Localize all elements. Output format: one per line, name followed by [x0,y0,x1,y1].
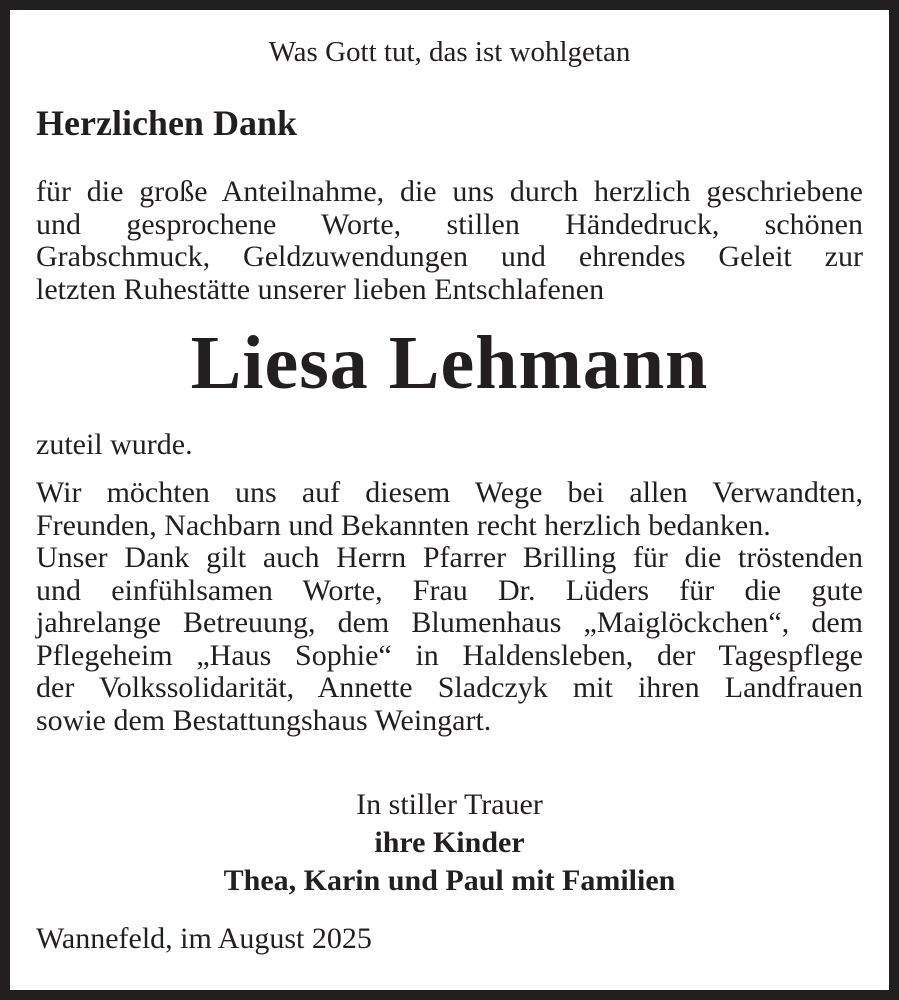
acknowledgement-paragraph [36,477,863,737]
text-line: für die große Anteilnahme, die uns durch herzlich geschriebene [36,175,863,208]
mourners-names: Thea, Karin und Paul mit Familien [223,864,676,897]
place-date: Wannefeld, im August 2025 [36,922,372,955]
text-line: Unser Dank gilt auch Herrn Pfarrer Brilling für die tröstenden [36,541,863,574]
thanks-paragraph [36,176,863,306]
deceased-name: Liesa Lehmann [190,321,709,405]
text-line: Grabschmuck, Geldzuwendungen und ehrendes Geleit zur [36,240,863,273]
mourners-relation: ihre Kinder [374,826,525,859]
motto: Was Gott tut, das ist wohlgetan [268,36,631,68]
text-line: Wir möchten uns auf diesem Wege bei allen Verwandten, [36,476,863,509]
text-line: Pflegeheim „Haus Sophie“ in Haldensleben, der Tagespflege [36,638,863,672]
zuteil-text: zuteil wurde. [36,428,193,461]
text-line: der Volkssolidarität, Annette Sladczyk mit ihren Landfrauen [36,671,863,704]
text-line: letzten Ruhestätte unserer lieben Entschlafenen [36,272,605,306]
mourning-line: In stiller Trauer [356,788,543,821]
text-line: sowie dem Bestattungshaus Weingart. [36,703,492,737]
text-line: Freunden, Nachbarn und Bekannten recht herzlich bedanken. [36,508,771,542]
text-line: jahrelange Betreuung, dem Blumenhaus „Maiglöckchen“, dem [36,606,863,639]
heading: Herzlichen Dank [36,103,297,143]
text-line: und gesprochene Worte, stillen Händedruck, schönen [36,207,863,241]
text-line: und einfühlsamen Worte, Frau Dr. Lüders für die gute [36,573,863,607]
